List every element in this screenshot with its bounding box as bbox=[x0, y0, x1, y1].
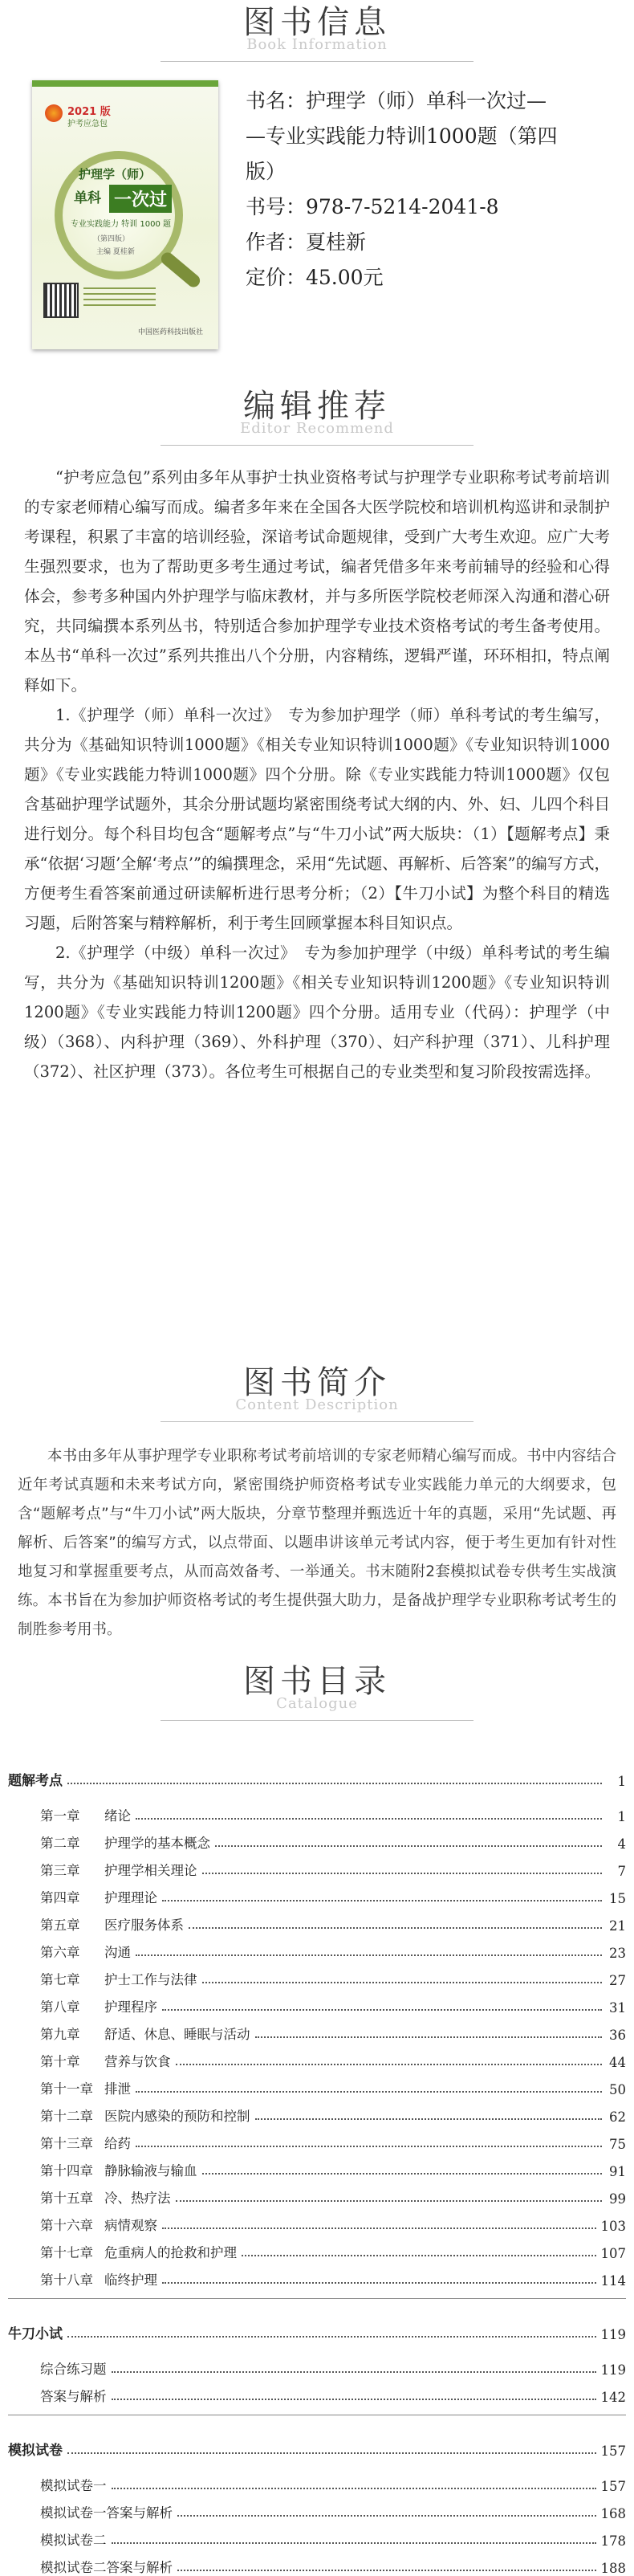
toc-chapter-label bbox=[40, 1887, 157, 1906]
toc-leader-dots bbox=[242, 2255, 596, 2256]
toc-chapter-title: 给药 bbox=[104, 2136, 131, 2151]
toc-leader-dots bbox=[202, 1873, 603, 1874]
toc-leader-dots bbox=[202, 2173, 603, 2175]
toc-leader-dots bbox=[177, 2570, 596, 2571]
toc-chapter-title: 综合练习题 bbox=[40, 2362, 107, 2377]
toc-chapter-number: 第十六章 bbox=[40, 2218, 93, 2233]
cover-title-line3: 一次过 bbox=[109, 185, 172, 213]
toc-leader-dots bbox=[162, 2228, 596, 2229]
toc-page-number: 178 bbox=[600, 2533, 626, 2549]
toc-chapter-number: 第十八章 bbox=[40, 2272, 93, 2288]
toc-leader-dots bbox=[202, 1982, 603, 1983]
cover-publisher: 中国医药科技出版社 bbox=[138, 328, 204, 336]
catalogue-divider bbox=[161, 1720, 473, 1721]
toc-chapter-row bbox=[8, 2350, 626, 2378]
magnifier-handle bbox=[159, 250, 203, 290]
book-info-heading bbox=[0, 3, 634, 53]
toc-chapter-title: 冷、热疗法 bbox=[104, 2191, 171, 2206]
toc-chapter-label bbox=[40, 2358, 107, 2378]
toc-chapter-row bbox=[8, 1852, 626, 1879]
toc-chapter-title: 临终护理 bbox=[104, 2272, 157, 2288]
toc-chapter-label bbox=[40, 1832, 210, 1852]
toc-chapter-row bbox=[8, 1879, 626, 1906]
toc-chapter-number: 第三章 bbox=[40, 1863, 80, 1878]
toc-spacer bbox=[8, 2342, 626, 2350]
toc-chapter-row bbox=[8, 2467, 626, 2494]
toc-chapter-title: 医疗服务体系 bbox=[104, 1918, 184, 1933]
toc-chapter-row bbox=[8, 1797, 626, 1824]
toc-chapter-title: 模拟试卷一答案与解析 bbox=[40, 2505, 173, 2521]
toc-page-number: 15 bbox=[609, 1891, 626, 1906]
toc-chapter-label bbox=[40, 2078, 131, 2097]
table-of-contents bbox=[8, 1762, 626, 2576]
toc-part-row bbox=[8, 2315, 626, 2342]
toc-chapter-title: 护理程序 bbox=[104, 1999, 157, 2015]
toc-chapter-title: 护士工作与法律 bbox=[104, 1972, 197, 1987]
catalogue-heading bbox=[0, 1662, 634, 1712]
editor-recommend-divider bbox=[161, 445, 473, 446]
cover-edition: （第四版） bbox=[93, 235, 130, 243]
toc-spacer bbox=[8, 2459, 626, 2467]
toc-chapter-row bbox=[8, 2097, 626, 2125]
toc-chapter-number: 第六章 bbox=[40, 1945, 80, 1960]
toc-leader-dots bbox=[176, 2200, 603, 2202]
cover-top-strip bbox=[32, 80, 218, 87]
toc-chapter-label bbox=[40, 2133, 131, 2152]
toc-page-number: 36 bbox=[609, 2028, 626, 2043]
toc-chapter-title: 答案与解析 bbox=[40, 2389, 107, 2404]
toc-chapter-row bbox=[8, 2261, 626, 2289]
toc-chapter-title: 护理学的基本概念 bbox=[104, 1836, 210, 1851]
toc-leader-dots bbox=[112, 2542, 596, 2544]
toc-chapter-title: 医院内感染的预防和控制 bbox=[104, 2109, 250, 2124]
toc-chapter-label bbox=[40, 1969, 197, 1988]
toc-chapter-row bbox=[8, 1906, 626, 1934]
toc-page-number: 1 bbox=[617, 1809, 626, 1824]
toc-page-number: 4 bbox=[617, 1836, 626, 1852]
toc-chapter-label bbox=[40, 2215, 157, 2234]
toc-chapter-number: 第十章 bbox=[40, 2054, 80, 2069]
toc-leader-dots bbox=[136, 2146, 602, 2147]
toc-chapter-title: 绪论 bbox=[104, 1808, 131, 1824]
toc-chapter-label bbox=[40, 2160, 197, 2179]
book-cover-image bbox=[32, 80, 218, 349]
toc-chapter-label bbox=[40, 2475, 107, 2494]
toc-chapter-label bbox=[40, 1996, 157, 2016]
toc-chapter-row bbox=[8, 2378, 626, 2405]
toc-page-number: 157 bbox=[600, 2479, 626, 2494]
toc-page-number: 142 bbox=[600, 2390, 626, 2405]
toc-chapter-number: 第十七章 bbox=[40, 2245, 93, 2260]
toc-separator bbox=[8, 2298, 626, 2299]
intro-title: 图书简介 bbox=[243, 1364, 391, 1401]
toc-leader-dots bbox=[215, 1845, 602, 1847]
toc-chapter-row bbox=[8, 1988, 626, 2016]
toc-chapter-number: 第十二章 bbox=[40, 2109, 93, 2124]
cover-title-line1: 护理学（师） bbox=[79, 167, 152, 181]
cover-editor: 主编 夏桂新 bbox=[96, 248, 135, 256]
intro-subtitle: Content Description bbox=[235, 1396, 399, 1413]
toc-page-number: 91 bbox=[609, 2164, 626, 2179]
toc-leader-dots bbox=[136, 1954, 602, 1956]
toc-page-number: 157 bbox=[600, 2444, 626, 2459]
toc-page-number: 62 bbox=[609, 2109, 626, 2125]
cover-title-line4: 专业实践能力 特训 1000 题 bbox=[71, 220, 171, 229]
toc-chapter-row bbox=[8, 2070, 626, 2097]
toc-leader-dots bbox=[67, 2452, 596, 2454]
book-title-line: —专业实践能力特训1000题（第四 bbox=[246, 124, 558, 148]
toc-leader-dots bbox=[112, 2399, 596, 2400]
toc-chapter-number: 第十五章 bbox=[40, 2191, 93, 2206]
toc-part-label: 题解考点 bbox=[8, 1773, 63, 1789]
toc-leader-dots bbox=[189, 1927, 602, 1929]
toc-chapter-label bbox=[40, 2269, 157, 2289]
toc-chapter-number: 第十三章 bbox=[40, 2136, 93, 2151]
editor-recommend-body bbox=[24, 463, 610, 1086]
toc-chapter-label bbox=[40, 2557, 173, 2576]
toc-leader-dots bbox=[136, 2091, 602, 2093]
toc-chapter-title: 营养与饮食 bbox=[104, 2054, 171, 2069]
toc-chapter-row bbox=[8, 2234, 626, 2261]
book-info-divider bbox=[161, 61, 473, 62]
toc-page-number: 188 bbox=[600, 2561, 626, 2576]
toc-page-number: 31 bbox=[609, 2000, 626, 2016]
toc-chapter-number: 第四章 bbox=[40, 1890, 80, 1906]
toc-chapter-row bbox=[8, 2125, 626, 2152]
editor-recommend-heading bbox=[0, 387, 634, 437]
toc-chapter-title: 沟通 bbox=[104, 1945, 131, 1960]
book-isbn: 书号：978-7-5214-2041-8 bbox=[246, 195, 499, 218]
toc-chapter-row bbox=[8, 2549, 626, 2576]
toc-chapter-row bbox=[8, 2152, 626, 2179]
toc-page-number: 114 bbox=[600, 2273, 626, 2289]
toc-chapter-row bbox=[8, 2207, 626, 2234]
book-title-line: 版） bbox=[246, 160, 287, 183]
toc-chapter-title: 护理学相关理论 bbox=[104, 1863, 197, 1878]
toc-page-number: 1 bbox=[617, 1774, 626, 1789]
toc-chapter-number: 第九章 bbox=[40, 2027, 80, 2042]
intro-paragraph: 本书由多年从事护理学专业职称考试考前培训的专家老师精心编写而成。书中内容结合近年考试真题和未来考试方向，紧密围绕护师资格考试专业实践能力单元的大纲要求，包含“题解考点”与“牛刀小试”两大版块，分章节整理并甄选近十年的真题，采用“先试题、再解析、后答案”的编写方式，以点带面、以题串讲该单元考试内容，便于考生更加有针对性地复习和掌握重要考点，从而高效备考、一举通关。书末随附2套模拟试卷专供考生实战演练。本书旨在为参加护师资格考试的考生提供强大助力，是备战护理学专业职称考试考生的制胜参考用书。 bbox=[18, 1448, 616, 1638]
toc-chapter-title: 护理理论 bbox=[104, 1890, 157, 1906]
toc-leader-dots bbox=[255, 2118, 603, 2120]
toc-leader-dots bbox=[112, 2488, 596, 2489]
toc-leader-dots bbox=[67, 2336, 596, 2338]
cover-brand: 护考应急包 bbox=[67, 120, 108, 128]
cover-title-line2: 单科 bbox=[74, 190, 101, 206]
toc-chapter-title: 模拟试卷一 bbox=[40, 2478, 107, 2493]
toc-chapter-label bbox=[40, 1914, 184, 1934]
toc-chapter-label bbox=[40, 2105, 250, 2125]
toc-spacer bbox=[8, 1789, 626, 1797]
toc-leader-dots bbox=[162, 1900, 602, 1901]
toc-page-number: 7 bbox=[617, 1864, 626, 1879]
book-info-title: 图书信息 bbox=[243, 4, 391, 41]
cover-decor-lines bbox=[83, 287, 156, 310]
toc-leader-dots bbox=[176, 2064, 603, 2065]
intro-body bbox=[18, 1442, 616, 1645]
toc-leader-dots bbox=[177, 2515, 596, 2517]
toc-chapter-row bbox=[8, 2043, 626, 2070]
toc-page-number: 99 bbox=[609, 2191, 626, 2207]
recommend-paragraph: 2.《护理学（中级）单科一次过》 专为参加护理学（中级）单科考试的考生编写，共分为《基础知识特训1200题》《相关专业知识特训1200题》《专业知识特训1200题》《专业实践能力特训1200题》四个分册。适用专业（代码）：护理学（中级）（368）、内科护理（369）、外科护理（370）、妇产科护理（371）、儿科护理（372）、社区护理（373）。各位考生可根据自己的专业类型和复习阶段按需选择。 bbox=[24, 944, 610, 1081]
toc-leader-dots bbox=[162, 2282, 596, 2284]
book-title-line: 书名：护理学（师）单科一次过— bbox=[246, 89, 547, 112]
toc-page-number: 23 bbox=[609, 1946, 626, 1961]
recommend-paragraph: “护考应急包”系列由多年从事护士执业资格考试与护理学专业职称考试考前培训的专家老师精心编写而成。编者多年来在全国各大医学院校和培训机构巡讲和录制护考课程，积累了丰富的培训经验，深谙考试命题规律，受到广大考生欢迎。应广大考生强烈要求，也为了帮助更多考生通过考试，编者凭借多年来考前辅导的经验和心得体会，参考多种国内外护理学与临床教材，并与多所医学院校老师深入沟通和潜心研究，共同编撰本系列丛书，特别适合参加护理学专业技术资格考试的考生备考使用。本丛书“单科一次过”系列共推出八个分册，内容精练，逻辑严谨，环环相扣，特点阐释如下。 bbox=[24, 468, 610, 695]
toc-chapter-row bbox=[8, 1824, 626, 1852]
toc-chapter-row bbox=[8, 1934, 626, 1961]
book-info-subtitle: Book Information bbox=[246, 36, 388, 53]
toc-chapter-title: 排泄 bbox=[104, 2081, 131, 2097]
toc-leader-dots bbox=[112, 2371, 596, 2373]
toc-part-label: 牛刀小试 bbox=[8, 2326, 63, 2342]
toc-chapter-label bbox=[40, 2051, 171, 2070]
toc-part-row bbox=[8, 1762, 626, 1789]
toc-chapter-row bbox=[8, 2494, 626, 2521]
toc-page-number: 119 bbox=[600, 2327, 626, 2342]
toc-chapter-row bbox=[8, 1961, 626, 1988]
toc-page-number: 103 bbox=[600, 2219, 626, 2234]
toc-chapter-label bbox=[40, 2242, 237, 2261]
toc-chapter-title: 危重病人的抢救和护理 bbox=[104, 2245, 237, 2260]
toc-page-number: 168 bbox=[600, 2506, 626, 2521]
toc-chapter-row bbox=[8, 2521, 626, 2549]
editor-recommend-title: 编辑推荐 bbox=[243, 388, 391, 425]
toc-leader-dots bbox=[136, 1818, 602, 1820]
toc-chapter-title: 舒适、休息、睡眠与活动 bbox=[104, 2027, 250, 2042]
toc-chapter-title: 模拟试卷二答案与解析 bbox=[40, 2560, 173, 2575]
toc-chapter-title: 病情观察 bbox=[104, 2218, 157, 2233]
toc-leader-dots bbox=[162, 2009, 602, 2011]
toc-chapter-label bbox=[40, 2529, 107, 2549]
book-info-list bbox=[246, 84, 615, 296]
qr-code-icon bbox=[45, 284, 77, 316]
book-price: 定价：45.00元 bbox=[246, 266, 384, 289]
toc-chapter-number: 第一章 bbox=[40, 1808, 80, 1824]
toc-chapter-label bbox=[40, 2386, 107, 2405]
recommend-paragraph: 1.《护理学（师）单科一次过》 专为参加护理学（师）单科考试的考生编写，共分为《基础知识特训1000题》《相关专业知识特训1000题》《专业知识特训1000题》《专业实践能力特训1000题》四个分册。除《专业实践能力特训1000题》仅包含基础护理学试题外，其余分册试题均紧密围绕考试大纲的内、外、妇、儿四个科目进行划分。每个科目均包含“题解考点”与“牛刀小试”两大版块：（1）【题解考点】秉承“依据‘习题’全解‘考点’”的编撰理念，采用“先试题、再解析、后答案”的编写方式，方便考生看答案前通过研读解析进行思考分析；（2）【牛刀小试】为整个科目的精选习题，后附答案与精粹解析，利于考生回顾掌握本科目知识点。 bbox=[24, 706, 610, 932]
intro-divider bbox=[161, 1421, 473, 1422]
toc-chapter-number: 第十一章 bbox=[40, 2081, 93, 2097]
editor-recommend-subtitle: Editor Recommend bbox=[240, 420, 394, 437]
toc-chapter-label bbox=[40, 2502, 173, 2521]
toc-chapter-label bbox=[40, 1805, 131, 1824]
toc-chapter-title: 模拟试卷二 bbox=[40, 2533, 107, 2548]
toc-leader-dots bbox=[67, 1783, 602, 1784]
toc-page-number: 44 bbox=[609, 2055, 626, 2070]
toc-chapter-title: 静脉输液与输血 bbox=[104, 2163, 197, 2179]
cover-year: 2021 版 bbox=[67, 106, 111, 118]
toc-chapter-label bbox=[40, 1942, 131, 1961]
toc-chapter-label bbox=[40, 1860, 197, 1879]
catalogue-subtitle: Catalogue bbox=[276, 1695, 358, 1712]
toc-chapter-label bbox=[40, 2024, 250, 2043]
book-author: 作者：夏桂新 bbox=[246, 230, 367, 254]
toc-chapter-number: 第八章 bbox=[40, 1999, 80, 2015]
toc-chapter-row bbox=[8, 2016, 626, 2043]
toc-part-row bbox=[8, 2431, 626, 2459]
catalogue-title: 图书目录 bbox=[243, 1663, 391, 1700]
toc-page-number: 21 bbox=[609, 1918, 626, 1934]
toc-chapter-number: 第五章 bbox=[40, 1918, 80, 1933]
toc-part-label: 模拟试卷 bbox=[8, 2443, 63, 2459]
toc-chapter-number: 第二章 bbox=[40, 1836, 80, 1851]
toc-page-number: 119 bbox=[600, 2362, 626, 2378]
toc-page-number: 27 bbox=[609, 1973, 626, 1988]
intro-heading bbox=[0, 1363, 634, 1413]
toc-page-number: 107 bbox=[600, 2246, 626, 2261]
brand-logo-icon bbox=[45, 104, 63, 122]
toc-leader-dots bbox=[255, 2036, 603, 2038]
toc-chapter-row bbox=[8, 2179, 626, 2207]
toc-chapter-label bbox=[40, 2187, 171, 2207]
toc-chapter-number: 第七章 bbox=[40, 1972, 80, 1987]
toc-page-number: 75 bbox=[609, 2137, 626, 2152]
toc-chapter-number: 第十四章 bbox=[40, 2163, 93, 2179]
toc-page-number: 50 bbox=[609, 2082, 626, 2097]
